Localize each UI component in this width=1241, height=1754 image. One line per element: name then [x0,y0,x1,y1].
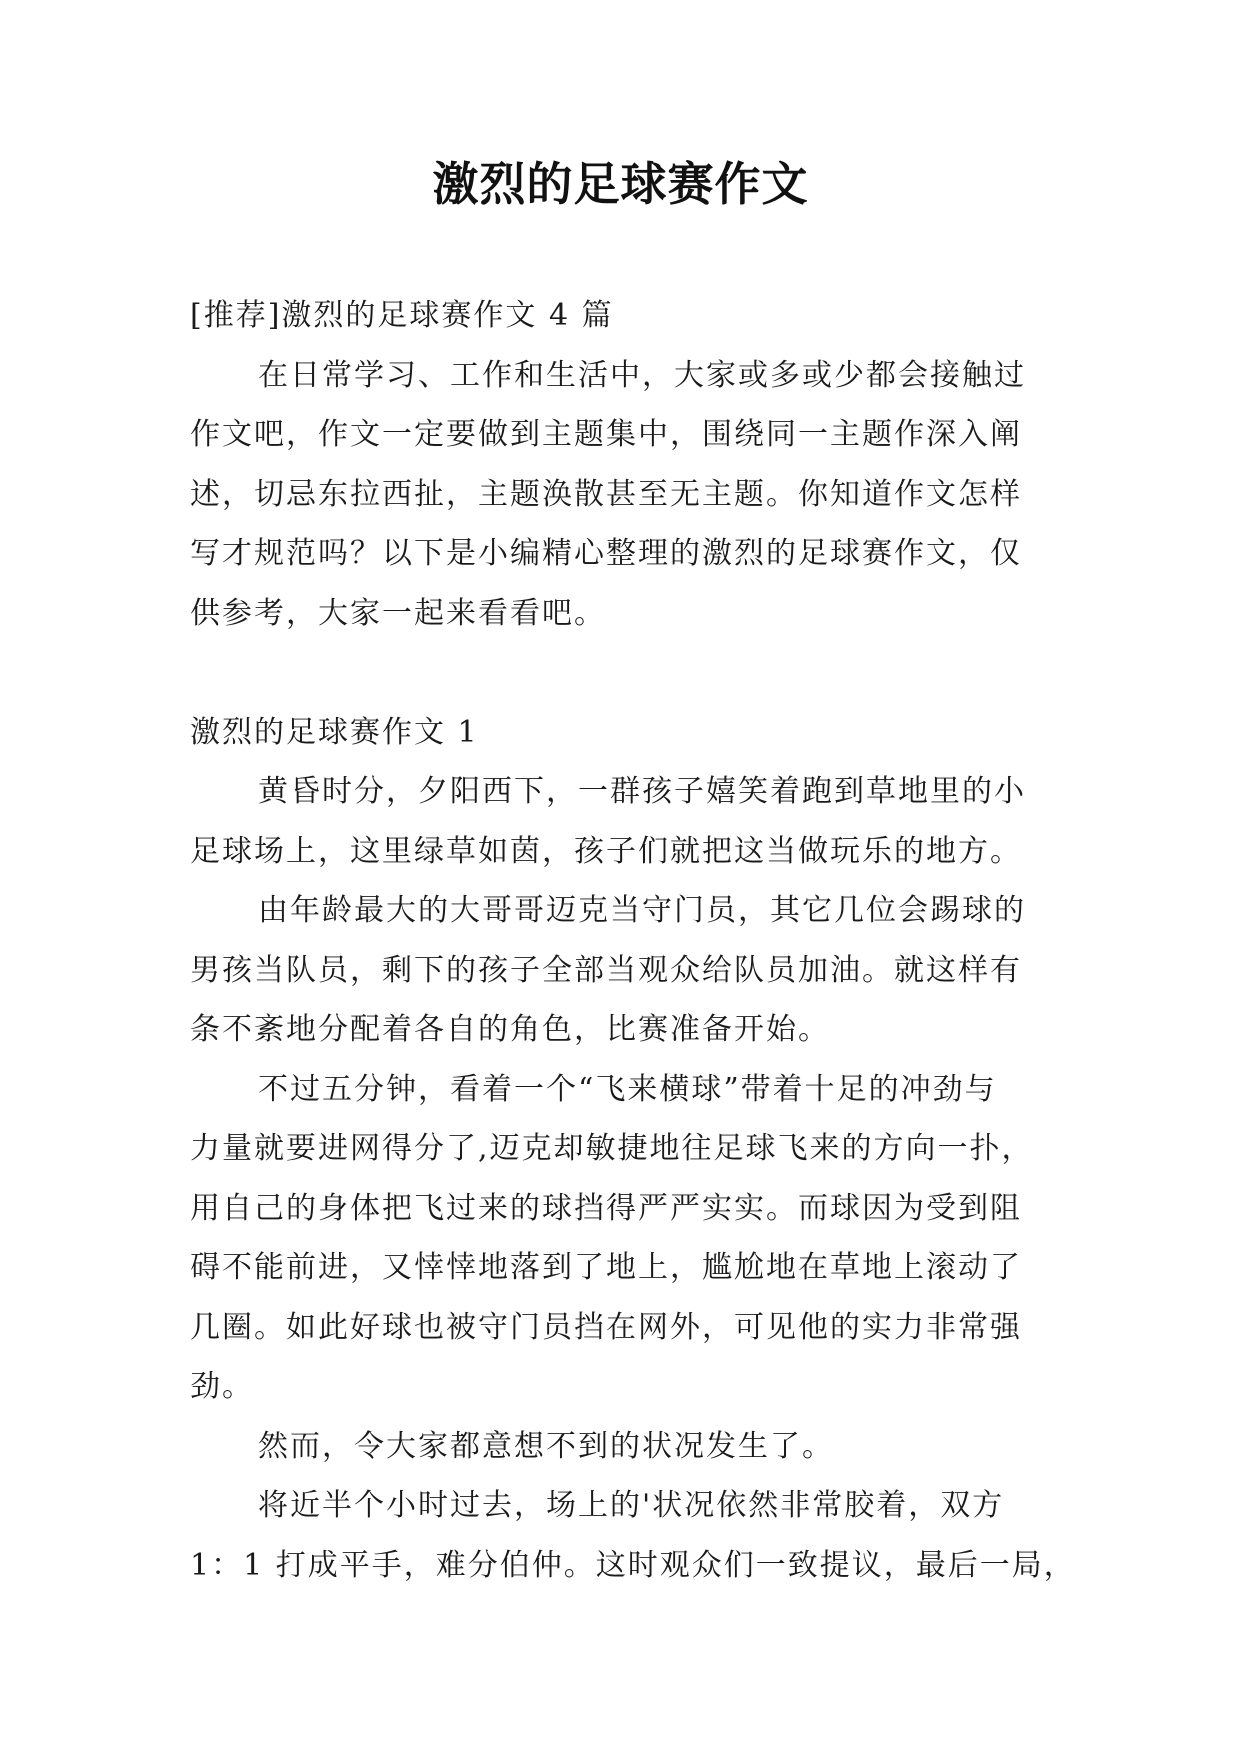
section-line: 由年龄最大的大哥哥迈克当守门员，其它几位会踢球的 [258,893,1026,928]
document-body [190,286,1076,1595]
document-title: 激烈的足球赛作文 [432,157,809,211]
section-line: 将近半个小时过去，场上的'状况依然非常胶着，双方 [258,1488,1005,1523]
section-line: 男孩当队员，剩下的孩子全部当观众给队员加油。就这样有 [190,952,1022,988]
intro-line: 供参考，大家一起来看看吧。 [190,595,606,631]
section-line: 不过五分钟，看着一个“飞来横球”带着十足的冲劲与 [258,1071,997,1107]
section-line: 力量就要进网得分了,迈克却敏捷地往足球飞来的方向一扑， [190,1131,1034,1166]
paragraph-gap [190,643,1055,703]
section-line: 黄昏时分，夕阳西下，一群孩子嬉笑着跑到草地里的小 [258,774,1026,809]
section-line: 碍不能前进，又悻悻地落到了地上，尴尬地在草地上滚动了 [190,1250,1022,1285]
document-subtitle: [推荐]激烈的足球赛作文 4 篇 [190,298,614,333]
section-line: 然而，令大家都意想不到的状况发生了。 [258,1428,834,1464]
intro-line: 作文吧，作文一定要做到主题集中，围绕同一主题作深入阐 [190,417,1022,452]
intro-line: 在日常学习、工作和生活中，大家或多或少都会接触过 [258,357,1026,393]
section-line: 用自己的身体把飞过来的球挡得严严实实。而球因为受到阻 [190,1190,1022,1226]
section-line: 几圈。如此好球也被守门员挡在网外，可见他的实力非常强 [190,1309,1022,1345]
intro-line: 写才规范吗？以下是小编精心整理的激烈的足球赛作文，仅 [190,536,1022,571]
section-line: 足球场上，这里绿草如茵，孩子们就把这当做玩乐的地方。 [190,833,1022,869]
intro-line: 述，切忌东拉西扯，主题涣散甚至无主题。你知道作文怎样 [190,476,1022,512]
section-line: 条不紊地分配着各自的角色，比赛准备开始。 [190,1012,830,1047]
section-heading: 激烈的足球赛作文 1 [190,714,479,750]
section-line: 1：1 打成平手，难分伯仲。这时观众们一致提议，最后一局， [190,1547,1076,1583]
section-line: 劲。 [190,1369,254,1404]
